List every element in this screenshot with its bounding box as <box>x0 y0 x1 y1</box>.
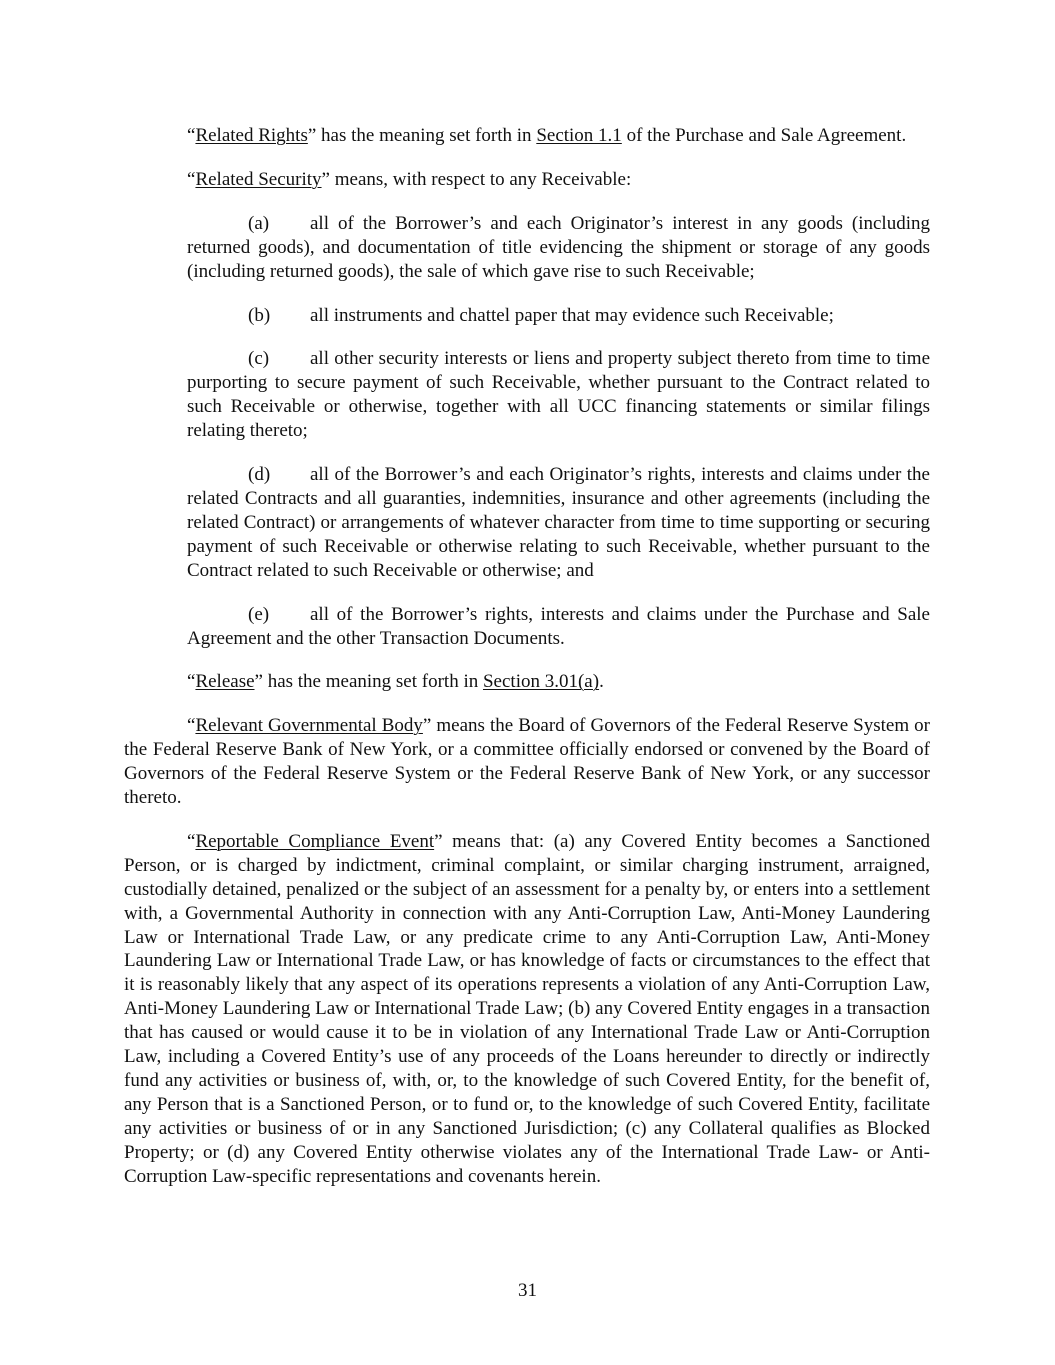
definition-text: ” means, with respect to any Receivable: <box>321 168 632 190</box>
item-label: (c) <box>248 348 270 370</box>
related-security-item-d <box>187 463 930 583</box>
related-security-item-b <box>187 304 930 328</box>
definition-related-security <box>124 168 930 192</box>
definition-text: ” has the meaning set forth in <box>254 671 483 693</box>
definition-release <box>124 670 930 694</box>
item-label: (b) <box>248 304 271 326</box>
item-text: all of the Borrower’s rights, interests and claims under the Purchase and Sale Agreement and the other Transaction Documents. <box>187 603 930 649</box>
section-reference: Section 3.01(a) <box>482 671 600 693</box>
defined-term: Release <box>195 671 255 693</box>
definition-text: of the Purchase and Sale Agreement. <box>621 125 907 146</box>
definition-related-rights <box>124 124 930 148</box>
item-label: (e) <box>248 603 270 625</box>
related-security-item-c <box>187 347 930 443</box>
related-security-item-a <box>187 212 930 284</box>
item-text: all of the Borrower’s and each Originator’s rights, interests and claims under the related Contracts and all guaranties, indemnities, insurance and other agreements (including the related Contract) or arrangements of whatever character from time to time supporting or securing payment of such Receivable or otherwise relating to such Receivable, whether pursuant to the Contract related to such Receivable or otherwise; and <box>187 464 930 581</box>
item-text: all of the Borrower’s and each Originator’s interest in any goods (including returned goods), and documentation of title evidencing the shipment or storage of any goods (including returned goods), the sale of which gave rise to such Receivable; <box>187 212 930 282</box>
document-page <box>124 124 930 1209</box>
open-quote: “ <box>187 168 196 190</box>
related-security-item-e <box>187 603 930 651</box>
open-quote: “ <box>187 830 196 852</box>
definition-text: ” has the meaning set forth in <box>307 125 537 146</box>
item-label: (a) <box>248 212 270 234</box>
definition-reportable-compliance-event <box>124 830 930 1189</box>
open-quote: “ <box>187 715 196 737</box>
definition-text: ” means the Board of Governors of the Federal Reserve System or the Federal Reserve Bank of New York, or a committee officially endorsed or convened by the Board of Governors of the Federal Reserve System or the Federal Reserve Bank of New York, or any successor thereto. <box>124 715 930 809</box>
definition-text: ” means that: (a) any Covered Entity becomes a Sanctioned Person, or is charged by indictment, criminal complaint, or similar charging instrument, arraigned, custodially detained, penalized or the subject of an assessment for a penalty by, or enters into a settlement with, a Governmental Authority in connection with any Anti-Corruption Law, Anti-Money Laundering Law or International Trade Law, or any predicate crime to any Anti-Corruption Law, Anti-Money Laundering Law or International Trade Law, or has knowledge of facts or circumstances to the effect that it is reasonably likely that any aspect of its operations represents a violation of any Anti-Corruption Law, Anti-Money Laundering Law or International Trade Law; (b) any Covered Entity engages in a transaction that has caused or would cause it to be in violation of any International Trade Law or Anti-Corruption Law, including a Covered Entity’s use of any proceeds of the Loans hereunder to directly or indirectly fund any activities or business of, with, or, to the knowledge of such Covered Entity, for the benefit of, any Person that is a Sanctioned Person, or to fund or, to the knowledge of such Covered Entity, facilitate any activities or business of or in any Sanctioned Jurisdiction; (c) any Collateral qualifies as Blocked Property; or (d) any Covered Entity otherwise violates any of the International Trade Law- or Anti-Corruption Law-specific representations and covenants herein. <box>124 830 930 1187</box>
defined-term: Related Security <box>195 168 322 190</box>
definition-relevant-governmental-body <box>124 714 930 810</box>
defined-term: Related Rights <box>195 125 308 146</box>
open-quote: “ <box>187 671 196 693</box>
open-quote: “ <box>187 125 196 146</box>
item-label: (d) <box>248 464 271 486</box>
definition-text: . <box>599 671 604 693</box>
defined-term: Reportable Compliance Event <box>195 830 435 852</box>
item-text: all other security interests or liens and property subject thereto from time to time purporting to secure payment of such Receivable, whether pursuant to the Contract related to such Receivable or otherwise, together with all UCC financing statements or similar filings relating thereto; <box>187 348 930 442</box>
page-number: 31 <box>518 1280 537 1301</box>
section-reference: Section 1.1 <box>536 125 622 146</box>
item-text: all instruments and chattel paper that may evidence such Receivable; <box>310 304 834 326</box>
defined-term: Relevant Governmental Body <box>195 715 423 737</box>
